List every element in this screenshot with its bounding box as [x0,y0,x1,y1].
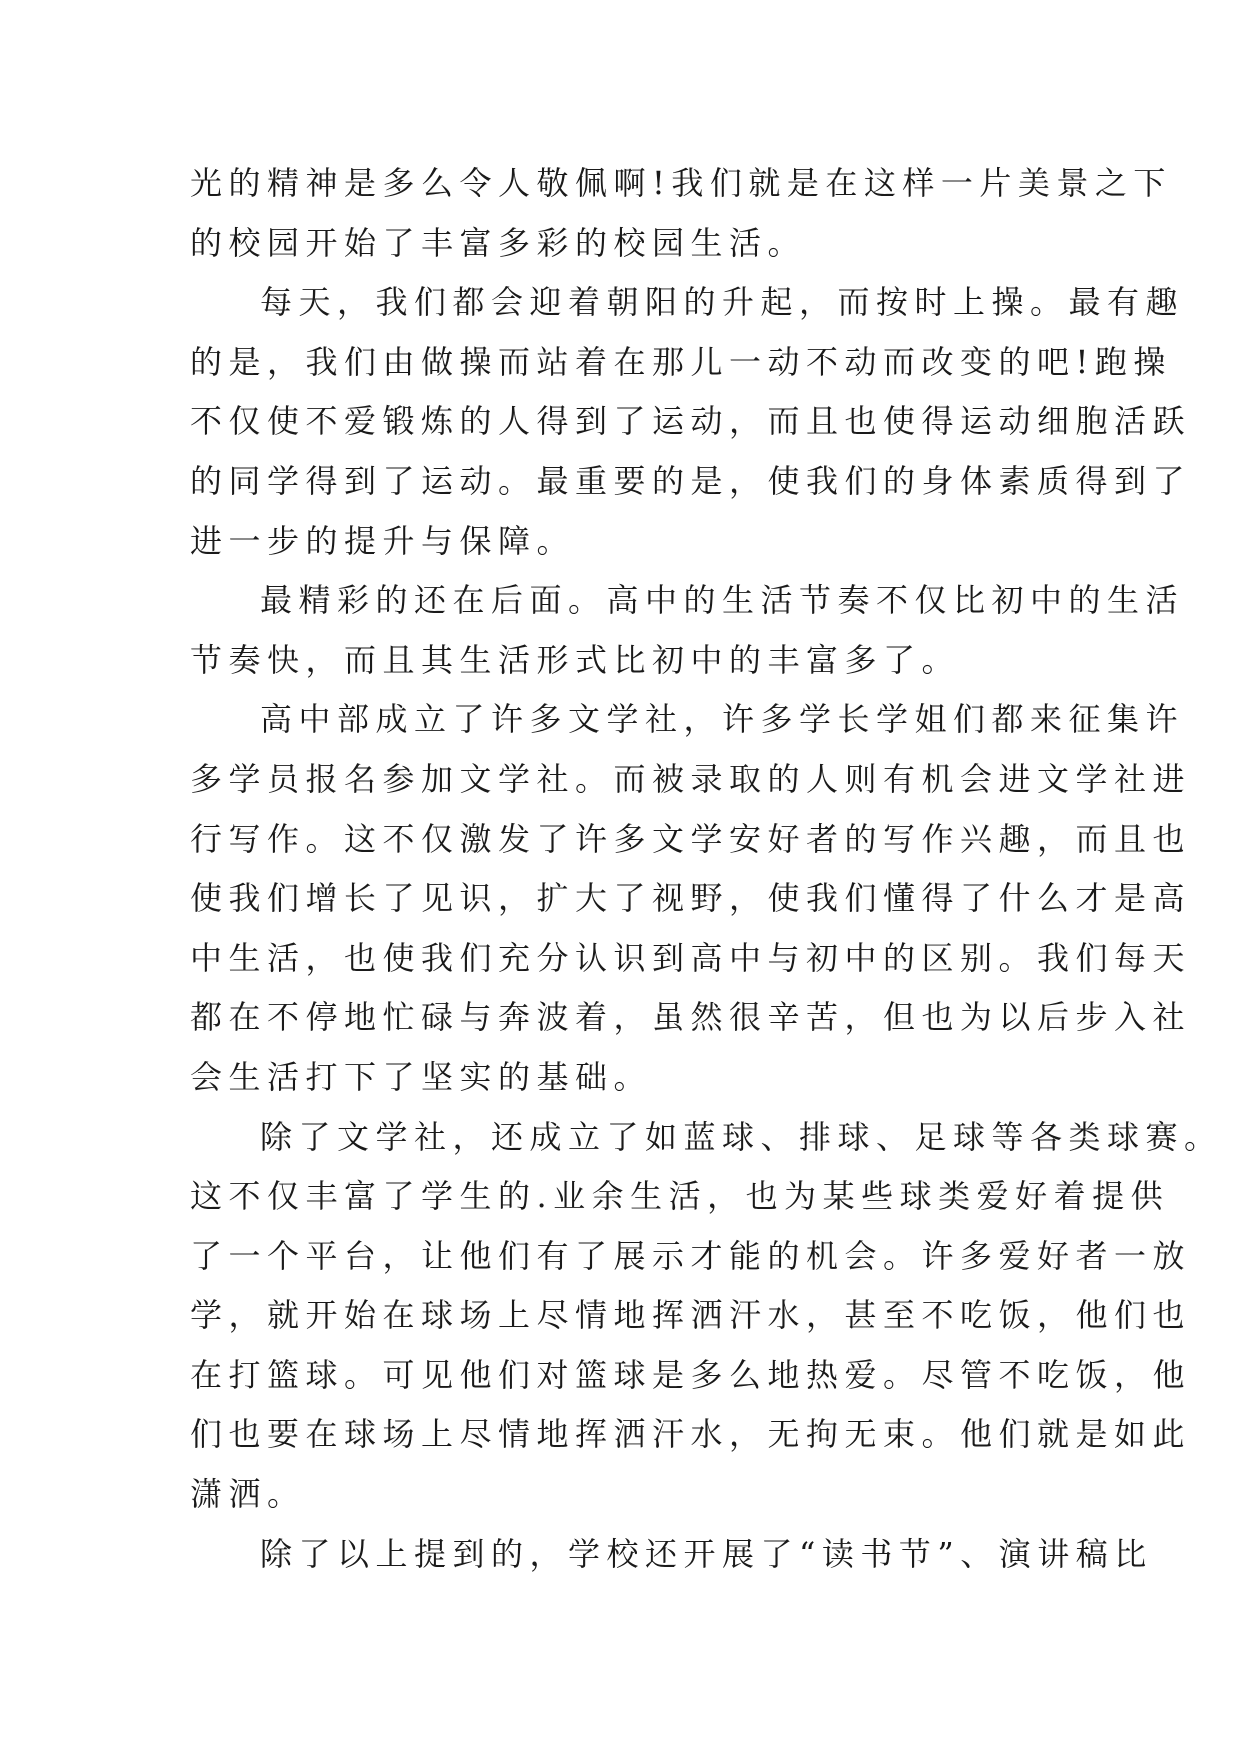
text-line: 不仅使不爱锻炼的人得到了运动，而且也使得运动细胞活跃 [190,402,1192,441]
text-line: 除了以上提到的，学校还开展了“读书节”、演讲稿比 [260,1534,1153,1573]
paragraph [190,1108,1223,1525]
text-line: 的同学得到了运动。最重要的是，使我们的身体素质得到了 [190,461,1192,500]
text-line: 进一步的提升与保障。 [190,521,576,560]
paragraph [190,273,1192,571]
text-line: 除了文学社，还成立了如蓝球、排球、足球等各类球赛。 [260,1117,1223,1156]
text-line: 潇洒。 [190,1475,306,1514]
text-line: 了一个平台，让他们有了展示才能的机会。许多爱好者一放 [190,1236,1192,1275]
text-line: 行写作。这不仅激发了许多文学安好者的写作兴趣，而且也 [190,819,1192,858]
text-line: 节奏快，而且其生活形式比初中的丰富多了。 [190,640,961,679]
text-line: 高中部成立了许多文学社，许多学长学姐们都来征集许 [260,700,1185,739]
text-line: 会生活打下了坚实的基础。 [190,1057,653,1096]
document-body [190,154,1223,1584]
text-line: 多学员报名参加文学社。而被录取的人则有机会进文学社进 [190,759,1192,798]
text-line: 都在不停地忙碌与奔波着，虽然很辛苦，但也为以后步入社 [190,998,1192,1037]
paragraph [190,154,1172,273]
text-line: 使我们增长了见识，扩大了视野，使我们懂得了什么才是高 [190,879,1192,918]
paragraph [190,690,1192,1107]
text-line: 最精彩的还在后面。高中的生活节奏不仅比初中的生活 [260,581,1185,620]
text-line: 的校园开始了丰富多彩的校园生活。 [190,223,807,262]
text-line: 在打篮球。可见他们对篮球是多么地热爱。尽管不吃饭，他 [190,1355,1192,1394]
text-line: 这不仅丰富了学生的.业余生活，也为某些球类爱好着提供 [190,1177,1170,1216]
text-line: 光的精神是多么令人敬佩啊!我们就是在这样一片美景之下 [190,164,1172,202]
text-line: 每天，我们都会迎着朝阳的升起，而按时上操。最有趣 [260,283,1185,322]
paragraph [190,1525,1153,1585]
text-line: 们也要在球场上尽情地挥洒汗水，无拘无束。他们就是如此 [190,1415,1192,1454]
text-line: 的是，我们由做操而站着在那儿一动不动而改变的吧!跑操 [190,342,1172,381]
text-line: 中生活，也使我们充分认识到高中与初中的区别。我们每天 [190,938,1192,977]
text-line: 学，就开始在球场上尽情地挥洒汗水，甚至不吃饭，他们也 [190,1296,1192,1335]
paragraph [190,571,1185,690]
